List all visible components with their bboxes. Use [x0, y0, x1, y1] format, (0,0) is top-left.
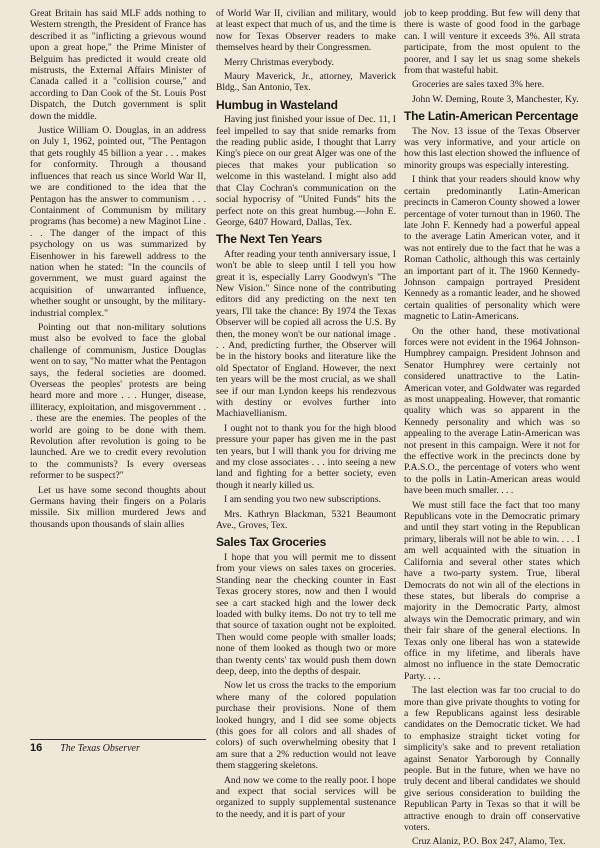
publication-name: The Texas Observer [60, 743, 140, 754]
paragraph: Let us have some second thoughts about Germans having their fingers on a Polaris missile. Six million murdered Jews and thousands upon thousands of slain allies [30, 484, 206, 530]
paragraph: Pointing out that non-military solutions must also be evolved to face the global challenge of communism, Justice Douglas went on to say, "No matter what the Pentagon says, the federal societies are doomed. Overseas the peoples' protests are being heard more and more . . . Hunger, disease, illiteracy, exploitation, and misgovernment . . . these are the enemies. The peoples of the world are going to be done with them. Revolution after revolution is going to be launched. Are we to credit every revolution to the communists? Is every overseas reformer to be suspect?" [30, 321, 206, 482]
paragraph: of World War II, civilian and military, would at least expect that much of us, and the time is now for Texas Observer readers to make themselves heard by their Congressmen. [216, 8, 396, 54]
section-heading: Sales Tax Groceries [216, 535, 327, 550]
paragraph: I hope that you will permit me to dissent from your views on sales taxes on groceries. Standing near the checking counter in East Texas grocery stores, now and then I would see a cart stacked high and the lower deck loaded with bulky items. Do not try to tell me that source of taxation ought not be exploited. Then would come people with smaller loads; none of them looked as though two or more than twenty cents' tax would push them down deep, deep, into the depths of despair. [216, 551, 396, 677]
page-number: 16 [30, 742, 43, 754]
letter-signature: Maury Maverick, Jr., attorney, Maverick Bldg., San Antonio, Tex. [216, 71, 396, 94]
paragraph: I ought not to thank you for the high blood pressure your paper has given me in the past ten years, but I will thank you for driving me and my close associates . . . into seeing a new land and fighting for a better society, even though it nearly killed us. [216, 422, 396, 491]
column-1-body [30, 8, 206, 735]
paragraph: Having just finished your issue of Dec. 11, I feel impelled to say that snide remarks from the reading public aside, I thought that Larry King's piece on our great Alger was one of the pieces that makes your publication so welcome in this wasteland. I might also add that Clay Cochran's communication on the social hypocrisy of "United Funds" hits the perfect note on this great humbug.—John E. George, 6407 Howard, Dallas, Tex. [216, 114, 396, 228]
section-heading: Humbug in Wasteland [216, 97, 338, 112]
page-footer [30, 739, 206, 754]
paragraph: The last election was far too crucial to do more than give private thoughts to voting for a few Republicans against less desirable candidates on the Democratic ticket. We had to emphasize straight ticket voting for simplicity's sake and to prevent retaliation against Senator Yarborough by Connally people. But in the future, when we have no truly decent and liberal candidates we should give serious consideration to building the Republican Party in Texas so that it will be attractive enough to drain off conservative voters. [404, 685, 580, 834]
paragraph: We must still face the fact that too many Republicans vote in the Democratic primary and until they start voting in the Republican primary, liberals will not be able to win. . . . I am well acquainted with the situation in California and several other states which have a two-party system. True, liberal Democrats do not win all of the elections in these states, but liberals do comprise a majority in the Democratic Party, almost always win the Democratic primary, and win their fair share of the general elections. In Texas only one liberal has won a statewide office in my lifetime, and liberals have almost no influence in the state Democratic Party. . . . [404, 499, 580, 682]
paragraph: On the other hand, these motivational forces were not evident in the 1964 Johnson-Humphrey campaign. President Johnson and Senator Humphrey were certainly not considered unattractive to the Latin-American voter, and Goldwater was regarded as most unappealing. However, that romantic quality which was so apparent in the Kennedy personality and which was so appealing to the average Latin-American was not present in this campaign. Were it not for the effective work in the precincts done by P.A.S.O., the percentage of voters who went to the polls in Latin-American areas would have been much smaller. . . . [404, 325, 580, 497]
paragraph: After reading your tenth anniversary issue, I won't be able to sleep until I tell you how great it is, especially Larry Goodwyn's "The New Vision." Since none of the contributing editors did any predicting on the next ten years, I'll take the chance: By 1974 the Texas Observer will be copied all across the U.S. By then, the money won't be our national image . . . And, predicting further, the Observer will be in the history books and literature like the old Spectator of England. However, the next ten years will be the most crucial, as we shall see if our man Lyndon keeps his rendezvous with destiny or evolves further into Machiavellianism. [216, 248, 396, 420]
paragraph: I am sending you two new subscriptions. [224, 494, 381, 506]
paragraph: Merry Christmas everybody. [224, 56, 334, 68]
letter-signature: John W. Deming, Route 3, Manchester, Ky. [412, 93, 579, 105]
paragraph: Now let us cross the tracks to the emporium where many of the colored population purchase their provisions. None of them looked hungry, and I did see some objects (this goes for all colors and all shades of colors) of such overwhelming obesity that I am sure that a 2% reduction would not leave them staggering skeletons. [216, 680, 396, 772]
paragraph: job to keep prodding. But few will deny that there is waste of good food in the garbage can. I will venture it exceeds 3%. All strata participate, from the most opulent to the poorer, and I say let us snag some shekels from that wasteful habit. [404, 8, 580, 77]
column-1 [30, 8, 206, 756]
section-heading: The Next Ten Years [216, 232, 323, 247]
section-heading: The Latin-American Percentage [404, 109, 579, 124]
paragraph: The Nov. 13 issue of the Texas Observer was very informative, and your article on how this last election showed the influence of minority groups was especially interesting. [404, 125, 580, 171]
paragraph: Great Britain has said MLF adds nothing to Western strength, the President of France has described it as "inflicting a grievous wound upon a great hope," the Prime Minister of Belguim has predicted it would create old mistrusts, the External Affairs Minister of Canada called it a "collision course," and according to Dan Cook of the St. Louis Post Dispatch, the Dutch government is split down the middle. [30, 8, 206, 122]
paragraph: And now we come to the really poor. I hope and expect that social services will be organized to supply supplemental sustenance to the needy, and it is part of your [216, 774, 396, 820]
column-3 [404, 8, 580, 848]
letter-signature: Mrs. Kathryn Blackman, 5321 Beaumont Ave., Groves, Tex. [216, 508, 396, 532]
letter-signature: Cruz Alaniz, P.O. Box 247, Alamo, Tex. [412, 836, 566, 848]
column-2 [216, 8, 396, 820]
paragraph: Groceries are sales taxed 3% here. [412, 79, 545, 91]
paragraph: I think that your readers should know why certain predominantly Latin-American precincts in Cameron County showed a lower percentage of voter turnout than in 1960. The late John F. Kennedy had a powerful appeal to the average Latin American voter, and it was not entirely due to the fact that he was a Roman Catholic, although this was certainly an important part of it. The 1960 Kennedy-Johnson campaign portrayed President Kennedy as a romantic leader, and he showed certain qualities of personality which were magnetic to Latin-Americans. [404, 174, 580, 323]
paragraph: Justice William O. Douglas, in an address on July 1, 1962, pointed out, "The Pentagon that gets roughly 45 billion a year . . . makes for conformity. Through a thousand influences that reach us since World War II, we are conditioned to the idea that the Pentagon has the answer to communism . . . Containment of Communism by military programs (has become) a new Maginot Line . . . The danger of the impact of this psychology on us was summarized by Eisenhower in his farewell address to the nation when he stated: "In the councils of government, we must guard against the acquisition of unwarranted influence, whether sought or unsought, by the military-industrial complex." [30, 125, 206, 319]
